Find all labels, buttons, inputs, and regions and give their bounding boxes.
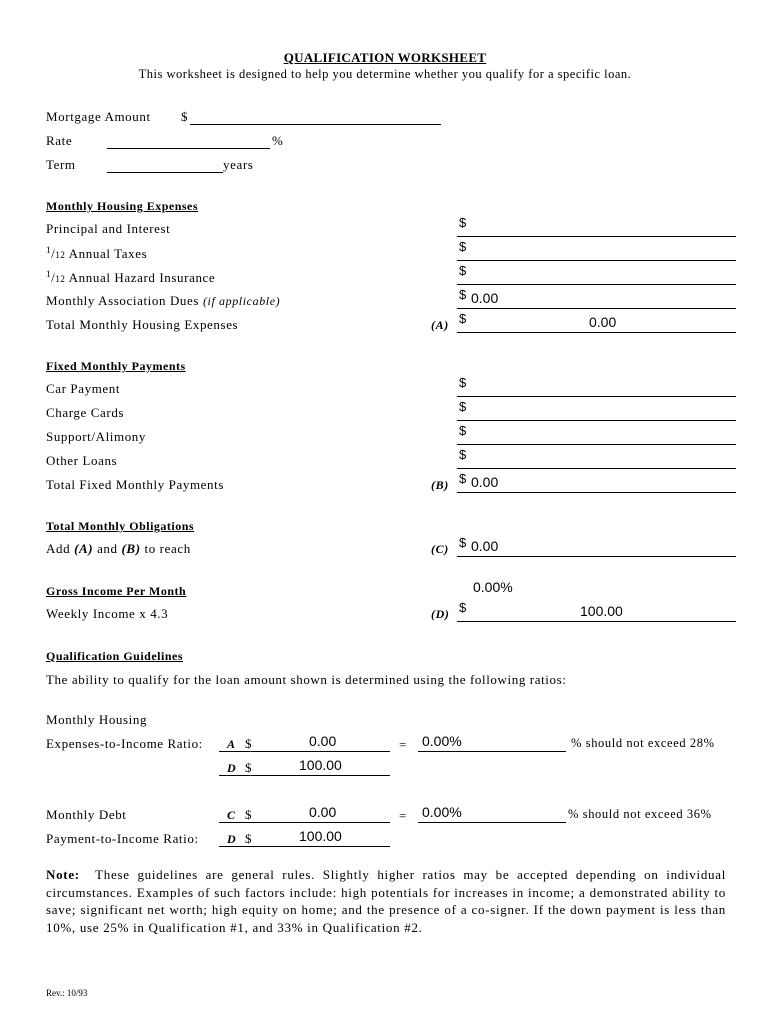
page-subtitle: This worksheet is designed to help you determine whether you qualify for a specific loan.: [138, 67, 632, 81]
term-unit: years: [223, 157, 254, 172]
debt-ratio-label-line2: Payment-to-Income Ratio:: [46, 831, 199, 846]
housing-ratio-limit: % should not exceed 28%: [571, 736, 715, 750]
housing-total-field[interactable]: 0.00: [457, 332, 736, 333]
debt-ratio-denominator: 100.00: [219, 846, 390, 847]
guidelines-heading: Qualification Guidelines: [46, 649, 184, 663]
currency-symbol: $: [459, 215, 467, 230]
rate-field[interactable]: [107, 148, 270, 149]
association-dues-field[interactable]: 0.00: [457, 308, 736, 309]
note-paragraph: Note: These guidelines are general rules. Slightly higher ratios may be accepted depending on individual circumstances. Examples of such factors include: high potentials for increases in income; a demonstrated ability to save; significant net worth; high equity on home; and the presence of a co-signer. If the down payment is less than 10%, use 25% in Qualification #1, and 33% in Qualification #2.: [46, 867, 727, 935]
currency-symbol: $: [459, 600, 467, 615]
housing-row-label: Monthly Association Dues (if applicable): [46, 293, 281, 308]
currency-symbol: $: [459, 399, 467, 414]
fixed-heading: Fixed Monthly Payments: [46, 359, 186, 373]
support-alimony-field[interactable]: [457, 444, 736, 445]
car-payment-field[interactable]: [457, 396, 736, 397]
fixed-row-label: Charge Cards: [46, 405, 125, 420]
debt-ratio-num-marker: C: [227, 808, 236, 822]
currency-symbol: $: [459, 375, 467, 390]
fixed-row-label: Support/Alimony: [46, 429, 147, 444]
currency-symbol: $: [459, 535, 467, 550]
income-ratio-display: 0.00%: [473, 579, 513, 595]
fixed-row-label: Other Loans: [46, 453, 118, 468]
annual-taxes-field[interactable]: [457, 260, 736, 261]
note-label: Note:: [46, 867, 80, 882]
equals-sign: =: [399, 808, 407, 823]
currency-symbol: $: [459, 447, 467, 462]
term-label: Term: [46, 157, 76, 172]
debt-ratio-numerator: 0.00: [219, 822, 390, 823]
mortgage-amount-currency: $: [181, 109, 189, 124]
marker-b: (B): [431, 478, 449, 492]
revision-label: Rev.: 10/93: [46, 988, 88, 998]
fixed-row-label: Car Payment: [46, 381, 121, 396]
currency-symbol: $: [459, 287, 467, 302]
currency-symbol: $: [459, 311, 467, 326]
principal-interest-field[interactable]: [457, 236, 736, 237]
other-loans-field[interactable]: [457, 468, 736, 469]
currency-symbol: $: [245, 831, 253, 846]
housing-total-label: Total Monthly Housing Expenses: [46, 317, 239, 332]
obligations-label: Add (A) and (B) to reach: [46, 541, 191, 556]
fixed-total-field[interactable]: 0.00: [457, 492, 736, 493]
page-title: QUALIFICATION WORKSHEET: [283, 50, 487, 65]
currency-symbol: $: [459, 239, 467, 254]
housing-ratio-label-line1: Monthly Housing: [46, 712, 148, 727]
currency-symbol: $: [459, 263, 467, 278]
currency-symbol: $: [245, 807, 253, 822]
fixed-total-label: Total Fixed Monthly Payments: [46, 477, 225, 492]
debt-ratio-label-line1: Monthly Debt: [46, 807, 127, 822]
hazard-insurance-field[interactable]: [457, 284, 736, 285]
housing-ratio-result: 0.00%: [418, 751, 566, 752]
housing-ratio-numerator: 0.00: [219, 751, 390, 752]
mortgage-amount-field[interactable]: [190, 124, 441, 125]
debt-ratio-result: 0.00%: [418, 822, 566, 823]
marker-a: (A): [431, 318, 449, 332]
marker-d: (D): [431, 607, 450, 621]
currency-symbol: $: [245, 736, 253, 751]
housing-ratio-den-marker: D: [227, 761, 237, 775]
income-heading: Gross Income Per Month: [46, 584, 187, 598]
debt-ratio-den-marker: D: [227, 832, 237, 846]
rate-label: Rate: [46, 133, 73, 148]
housing-row-label: $^1$/12 Annual Taxes: [46, 245, 148, 261]
housing-row-label: Principal and Interest: [46, 221, 171, 236]
debt-ratio-limit: % should not exceed 36%: [568, 807, 712, 821]
term-field[interactable]: [107, 172, 223, 173]
mortgage-amount-label: Mortgage Amount: [46, 109, 151, 124]
equals-sign: =: [399, 737, 407, 752]
currency-symbol: $: [245, 760, 253, 775]
housing-row-label: $^1$/12 Annual Hazard Insurance: [46, 269, 216, 285]
charge-cards-field[interactable]: [457, 420, 736, 421]
rate-unit: %: [272, 133, 284, 148]
housing-ratio-num-marker: A: [227, 737, 236, 751]
housing-heading: Monthly Housing Expenses: [46, 199, 199, 213]
guidelines-intro: The ability to qualify for the loan amount shown is determined using the following ratios:: [46, 672, 567, 687]
obligations-heading: Total Monthly Obligations: [46, 519, 195, 533]
income-label: Weekly Income x 4.3: [46, 606, 169, 621]
income-field[interactable]: 100.00: [457, 621, 736, 622]
marker-c: (C): [431, 542, 449, 556]
currency-symbol: $: [459, 471, 467, 486]
obligations-total-field[interactable]: 0.00: [457, 556, 736, 557]
housing-ratio-denominator: 100.00: [219, 775, 390, 776]
currency-symbol: $: [459, 423, 467, 438]
housing-ratio-label-line2: Expenses-to-Income Ratio:: [46, 736, 203, 751]
